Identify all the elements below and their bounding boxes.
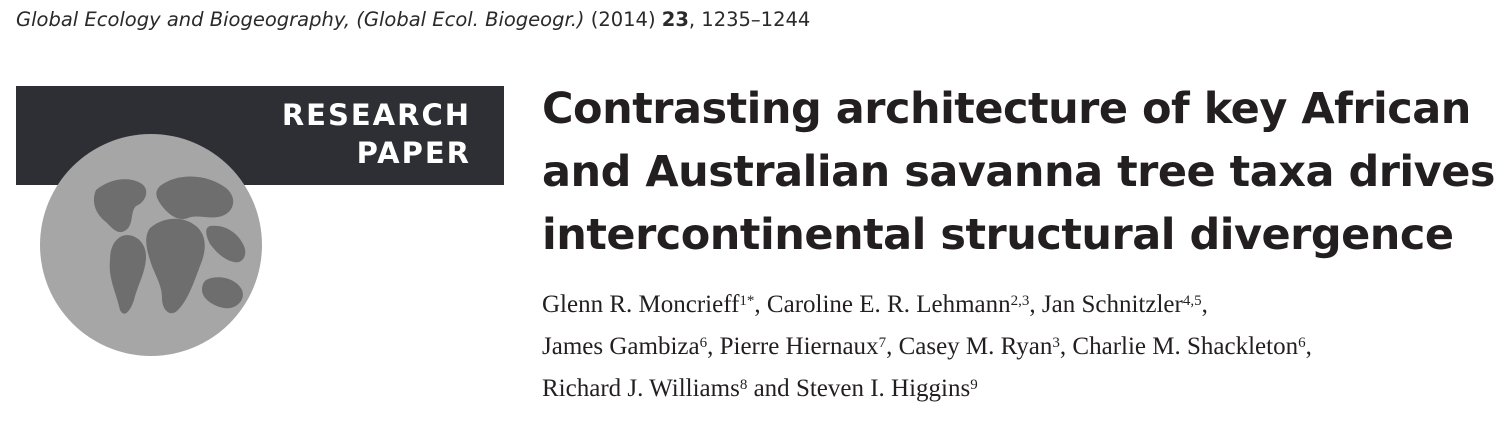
journal-citation [16, 8, 810, 31]
journal-abbreviation: (Global Ecol. Biogeogr.) [356, 8, 585, 31]
author-separator: and [747, 375, 796, 402]
author-affiliation: 7 [878, 335, 887, 351]
article-title [542, 78, 1502, 267]
banner-label [282, 96, 471, 172]
author-name: Richard J. Williams [542, 375, 740, 402]
author-affiliation: 8 [739, 377, 748, 393]
author-name: Charlie M. Shackleton [1072, 333, 1299, 360]
author-separator: , [707, 333, 720, 360]
journal-volume: 23 [661, 8, 689, 31]
author-name: Glenn R. Moncrieff [542, 291, 740, 318]
journal-year: (2014) [590, 8, 656, 31]
author-affiliation: 3 [1052, 335, 1060, 351]
author-separator: , [1059, 333, 1073, 360]
banner-line-1: RESEARCH [281, 98, 471, 132]
author-separator: , [1201, 291, 1208, 318]
journal-pages: , 1235–1244 [688, 8, 811, 31]
author-affiliation: 4,5 [1182, 293, 1202, 309]
author-list [542, 284, 1502, 410]
author-separator: , [886, 333, 899, 360]
banner-line-2: PAPER [356, 136, 471, 170]
title-line-1: Contrasting architecture of key African [542, 84, 1471, 134]
author-separator: , [1029, 291, 1042, 318]
author-affiliation: 6 [699, 335, 708, 351]
author-line-3 [542, 368, 1502, 410]
author-separator: , [754, 291, 767, 318]
author-name: Steven I. Higgins [795, 375, 971, 402]
author-line-1 [542, 284, 1502, 326]
author-separator: , [1305, 333, 1312, 360]
author-name: Jan Schnitzler [1041, 291, 1183, 318]
author-name: Casey M. Ryan [898, 333, 1053, 360]
author-name: James Gambiza [542, 333, 700, 360]
title-line-2: and Australian savanna tree taxa drives [542, 147, 1495, 197]
author-affiliation: 9 [970, 377, 978, 393]
title-line-3: intercontinental structural divergence [542, 210, 1454, 260]
globe-icon [38, 132, 264, 358]
journal-name: Global Ecology and Biogeography, [16, 8, 351, 31]
author-line-2 [542, 326, 1502, 368]
author-affiliation: 6 [1298, 335, 1306, 351]
author-affiliation: 1* [739, 293, 755, 309]
author-affiliation: 2,3 [1010, 293, 1030, 309]
author-name: Pierre Hiernaux [719, 333, 879, 360]
author-name: Caroline E. R. Lehmann [766, 291, 1011, 318]
